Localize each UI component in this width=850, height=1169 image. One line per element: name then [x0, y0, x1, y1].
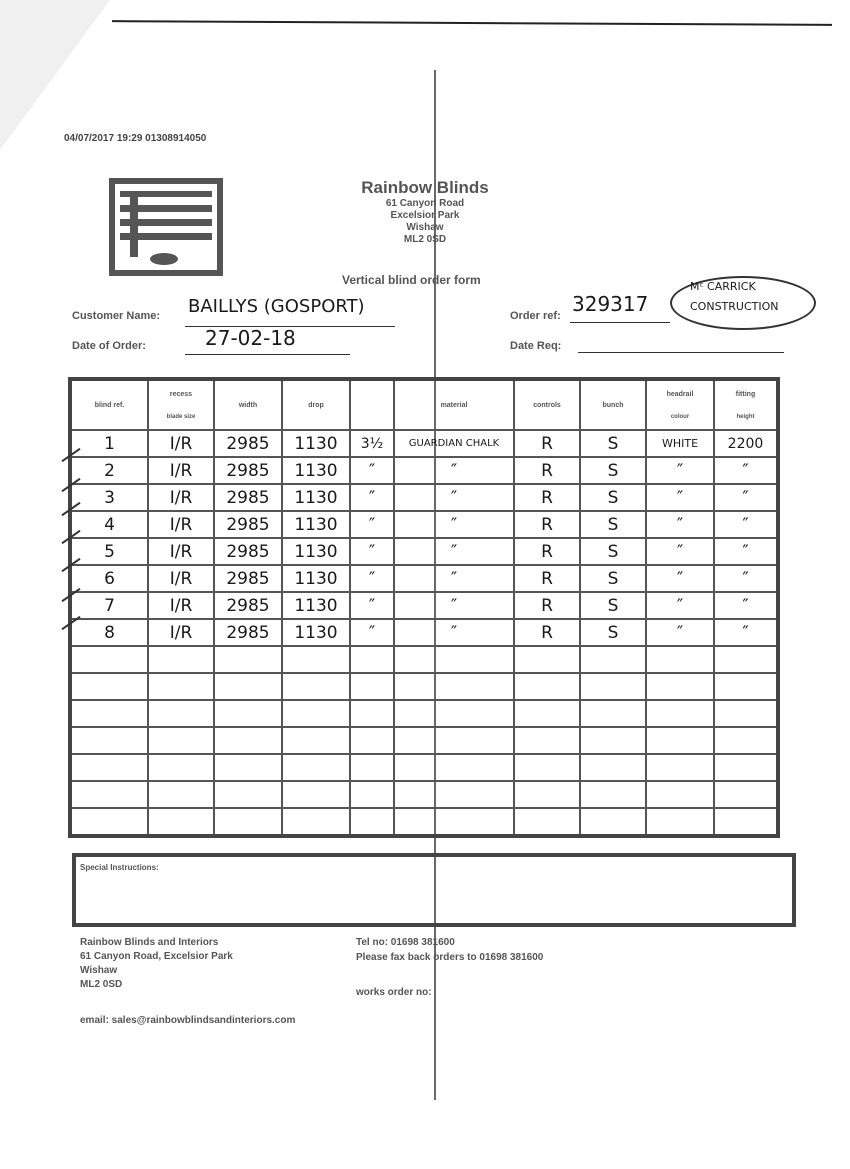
table-cell: I/R — [148, 484, 214, 511]
footer-line-1: Rainbow Blinds and Interiors — [80, 937, 219, 948]
table-cell — [714, 646, 778, 673]
table-cell: ″ — [714, 592, 778, 619]
table-cell — [580, 808, 646, 836]
table-cell: 2985 — [214, 430, 282, 457]
table-cell: ″ — [350, 457, 394, 484]
table-cell — [148, 673, 214, 700]
table-cell — [350, 781, 394, 808]
table-cell — [282, 727, 350, 754]
table-cell: 1130 — [282, 484, 350, 511]
table-cell — [350, 754, 394, 781]
table-cell: 8 — [70, 619, 148, 646]
table-cell: I/R — [148, 457, 214, 484]
table-cell: R — [514, 619, 580, 646]
table-cell: ″ — [394, 592, 514, 619]
column-subheader-label: blade size — [166, 413, 196, 420]
table-row — [70, 619, 778, 646]
table-cell: 2985 — [214, 592, 282, 619]
table-row — [70, 808, 778, 836]
table-cell: ″ — [350, 619, 394, 646]
table-cell: ″ — [350, 484, 394, 511]
special-instructions-box — [72, 853, 796, 927]
order-ref-value: 329317 — [572, 292, 649, 316]
table-cell: R — [514, 511, 580, 538]
table-cell — [70, 646, 148, 673]
company-address-2: Excelsior Park — [390, 210, 460, 221]
column-header — [714, 379, 778, 430]
table-cell: ″ — [394, 484, 514, 511]
column-header — [214, 379, 282, 430]
table-row — [70, 700, 778, 727]
table-cell: 4 — [70, 511, 148, 538]
table-cell — [148, 781, 214, 808]
table-row — [70, 484, 778, 511]
table-cell: 5 — [70, 538, 148, 565]
footer-line-2: 61 Canyon Road, Excelsior Park — [80, 951, 233, 962]
table-cell — [394, 727, 514, 754]
table-cell: 1130 — [282, 430, 350, 457]
company-name: Rainbow Blinds — [361, 178, 489, 197]
table-cell — [514, 673, 580, 700]
table-cell: R — [514, 565, 580, 592]
order-table — [68, 377, 780, 838]
table-cell: R — [514, 592, 580, 619]
footer-email: email: sales@rainbowblindsandinteriors.com — [80, 1015, 296, 1026]
date-of-order-line — [185, 354, 350, 355]
table-cell: I/R — [148, 430, 214, 457]
table-cell: ″ — [714, 619, 778, 646]
table-cell — [646, 673, 714, 700]
table-cell: 2985 — [214, 565, 282, 592]
table-cell — [514, 727, 580, 754]
table-row — [70, 754, 778, 781]
table-row — [70, 511, 778, 538]
table-cell: ″ — [394, 619, 514, 646]
table-cell: S — [580, 457, 646, 484]
table-cell — [646, 754, 714, 781]
table-cell: I/R — [148, 619, 214, 646]
table-cell — [394, 700, 514, 727]
column-header — [646, 379, 714, 430]
table-cell — [394, 781, 514, 808]
table-cell: R — [514, 457, 580, 484]
company-address-3: Wishaw — [406, 222, 444, 233]
table-cell: ″ — [646, 619, 714, 646]
table-cell — [646, 808, 714, 836]
table-cell — [282, 781, 350, 808]
table-cell: 7 — [70, 592, 148, 619]
table-cell — [646, 781, 714, 808]
table-cell: ″ — [350, 511, 394, 538]
table-cell: I/R — [148, 538, 214, 565]
table-cell — [714, 781, 778, 808]
date-of-order-value: 27-02-18 — [205, 326, 296, 350]
table-cell: 3½ — [350, 430, 394, 457]
table-cell: R — [514, 484, 580, 511]
column-header — [394, 379, 514, 430]
column-header-label: material — [440, 401, 468, 409]
table-cell — [714, 727, 778, 754]
column-header-label: controls — [533, 401, 561, 409]
company-address-4: ML2 0SD — [403, 234, 447, 245]
table-row — [70, 592, 778, 619]
table-cell: 1130 — [282, 511, 350, 538]
table-cell — [282, 646, 350, 673]
table-cell: ″ — [350, 538, 394, 565]
table-cell: 1 — [70, 430, 148, 457]
table-cell — [70, 781, 148, 808]
table-cell — [148, 646, 214, 673]
table-cell — [394, 754, 514, 781]
date-req-label: Date Req: — [510, 340, 562, 352]
table-cell: ″ — [646, 511, 714, 538]
column-subheader-label: colour — [670, 413, 690, 420]
table-cell — [282, 673, 350, 700]
table-cell — [350, 727, 394, 754]
table-cell — [214, 700, 282, 727]
table-cell: I/R — [148, 592, 214, 619]
table-row — [70, 673, 778, 700]
table-cell: ″ — [646, 565, 714, 592]
table-cell — [148, 700, 214, 727]
table-cell — [350, 808, 394, 836]
footer-company — [80, 936, 233, 992]
table-cell — [350, 700, 394, 727]
note-line-2: CONSTRUCTION — [690, 300, 779, 313]
table-body — [70, 430, 778, 836]
table-row — [70, 727, 778, 754]
table-cell — [646, 700, 714, 727]
table-cell: 1130 — [282, 565, 350, 592]
column-header-label: width — [238, 401, 258, 409]
table-cell: R — [514, 538, 580, 565]
table-cell — [282, 754, 350, 781]
table-cell — [580, 754, 646, 781]
table-cell — [514, 700, 580, 727]
table-cell: ″ — [394, 538, 514, 565]
table-cell: ″ — [394, 457, 514, 484]
table-cell: 3 — [70, 484, 148, 511]
table-cell: ″ — [646, 457, 714, 484]
table-cell — [394, 646, 514, 673]
table-cell — [714, 673, 778, 700]
table-cell — [350, 646, 394, 673]
table-cell: S — [580, 484, 646, 511]
table-header-row — [70, 379, 778, 430]
company-block — [300, 178, 550, 246]
customer-name-value: BAILLYS (GOSPORT) — [188, 296, 365, 317]
date-of-order-label: Date of Order: — [72, 340, 146, 352]
table-cell — [714, 808, 778, 836]
table-cell: R — [514, 430, 580, 457]
table-row — [70, 430, 778, 457]
company-address-1: 61 Canyon Road — [385, 198, 465, 209]
table-cell: GUARDIAN CHALK — [394, 430, 514, 457]
note-line-1: Mᶜ CARRICK — [690, 280, 756, 293]
column-header-label: headrail — [666, 390, 694, 398]
form-title: Vertical blind order form — [342, 273, 481, 287]
footer-line-3: Wishaw — [80, 965, 118, 976]
column-header-label: drop — [308, 401, 324, 409]
table-cell: ″ — [350, 565, 394, 592]
folded-corner — [0, 0, 110, 150]
table-cell — [214, 646, 282, 673]
table-cell — [214, 727, 282, 754]
table-cell: ″ — [646, 592, 714, 619]
table-cell — [350, 673, 394, 700]
table-cell — [70, 808, 148, 836]
table-cell — [282, 700, 350, 727]
table-cell: 2985 — [214, 457, 282, 484]
table-cell: ″ — [350, 592, 394, 619]
table-cell — [580, 781, 646, 808]
order-ref-line — [570, 322, 670, 323]
table-cell: 1130 — [282, 592, 350, 619]
table-cell — [148, 808, 214, 836]
table-cell — [514, 808, 580, 836]
table-cell: WHITE — [646, 430, 714, 457]
table-cell — [70, 673, 148, 700]
table-cell: ″ — [714, 511, 778, 538]
table-cell: S — [580, 538, 646, 565]
fax-header: 04/07/2017 19:29 01308914050 — [64, 133, 207, 144]
table-cell: ″ — [714, 565, 778, 592]
table-cell: ″ — [394, 511, 514, 538]
table-cell: ″ — [714, 457, 778, 484]
table-cell: 2985 — [214, 619, 282, 646]
table-cell — [714, 700, 778, 727]
order-ref-label: Order ref: — [510, 310, 561, 322]
table-cell — [282, 808, 350, 836]
column-header-label: fitting — [735, 390, 756, 398]
column-header-label: recess — [169, 390, 193, 398]
table-cell: 2985 — [214, 511, 282, 538]
table-cell — [148, 754, 214, 781]
table-cell — [214, 781, 282, 808]
table-cell: 2985 — [214, 538, 282, 565]
table-row — [70, 457, 778, 484]
table-cell: 1130 — [282, 457, 350, 484]
table-cell — [514, 646, 580, 673]
table-cell — [646, 727, 714, 754]
table-row — [70, 646, 778, 673]
column-header-label: blind ref. — [94, 401, 125, 409]
table-cell: S — [580, 430, 646, 457]
table-cell — [214, 754, 282, 781]
column-header — [350, 379, 394, 430]
table-cell: 6 — [70, 565, 148, 592]
table-cell — [70, 700, 148, 727]
table-cell — [580, 700, 646, 727]
table-cell: ″ — [714, 484, 778, 511]
column-header-label: bunch — [602, 401, 624, 409]
footer-line-4: ML2 0SD — [80, 979, 123, 990]
table-cell: 2 — [70, 457, 148, 484]
column-header — [70, 379, 148, 430]
table-cell: 2200 — [714, 430, 778, 457]
table-cell: I/R — [148, 511, 214, 538]
footer-fax: Please fax back orders to 01698 381600 — [356, 952, 544, 963]
blind-logo-icon — [104, 177, 226, 277]
table-cell — [394, 808, 514, 836]
table-cell: S — [580, 511, 646, 538]
table-cell: 1130 — [282, 619, 350, 646]
special-instructions-label: Special Instructions: — [80, 863, 159, 872]
table-cell — [580, 646, 646, 673]
table-cell — [148, 727, 214, 754]
table-cell — [214, 808, 282, 836]
table-cell: S — [580, 592, 646, 619]
table-cell: I/R — [148, 565, 214, 592]
table-cell: 1130 — [282, 538, 350, 565]
table-cell — [514, 754, 580, 781]
table-cell — [70, 727, 148, 754]
table-cell — [394, 673, 514, 700]
table-cell: ″ — [394, 565, 514, 592]
table-cell — [646, 646, 714, 673]
column-header — [514, 379, 580, 430]
table-cell — [714, 754, 778, 781]
table-cell: ″ — [646, 538, 714, 565]
table-cell — [514, 781, 580, 808]
table-row — [70, 781, 778, 808]
column-header — [580, 379, 646, 430]
footer-works-order: works order no: — [356, 987, 432, 998]
table-cell — [580, 673, 646, 700]
column-header — [148, 379, 214, 430]
column-header — [282, 379, 350, 430]
table-cell — [70, 754, 148, 781]
table-cell: S — [580, 565, 646, 592]
footer-tel: Tel no: 01698 381600 — [356, 937, 455, 948]
sheet-edge — [112, 20, 832, 26]
table-cell: ″ — [646, 484, 714, 511]
customer-name-label: Customer Name: — [72, 310, 161, 322]
column-subheader-label: height — [736, 413, 755, 420]
table-cell — [214, 673, 282, 700]
table-row — [70, 565, 778, 592]
date-req-line — [578, 352, 784, 353]
table-cell: ″ — [714, 538, 778, 565]
table-cell: 2985 — [214, 484, 282, 511]
table-cell — [580, 727, 646, 754]
table-row — [70, 538, 778, 565]
table-cell: S — [580, 619, 646, 646]
